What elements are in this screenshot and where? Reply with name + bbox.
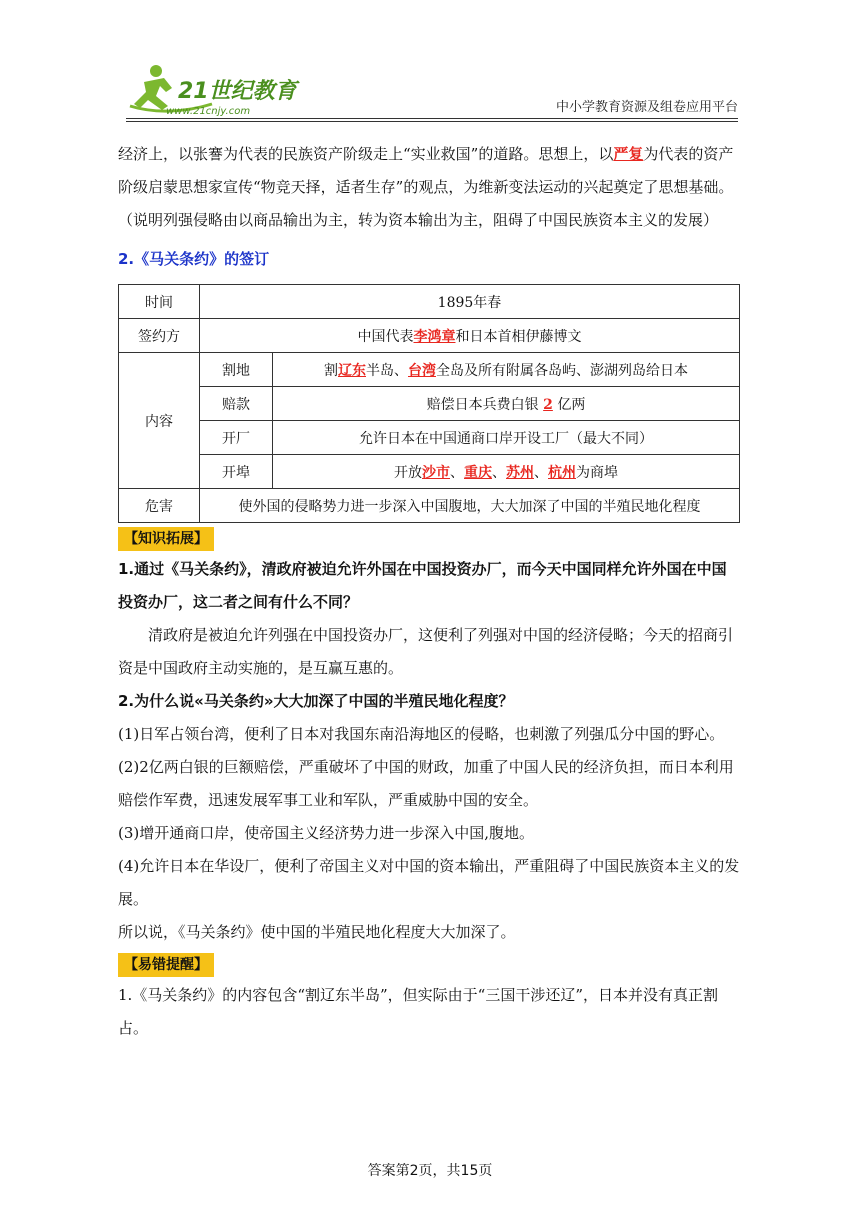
table-row [119,455,740,489]
answer-2-point-3: (3)增开通商口岸，使帝国主义经济势力进一步深入中国,腹地。 [118,824,535,842]
table-row [119,387,740,421]
treaty-table [118,284,740,523]
svg-text:www.21cnjy.com: www.21cnjy.com [166,106,251,116]
cell-label: 时间 [119,285,200,319]
mistake-item-1: 1.《马关条约》的内容包含“割辽东半岛”，但实际由于“三国干涉还辽”，日本并没有真正割占。 [118,986,718,1037]
question-2: 2.为什么说«马关条约»大大加深了中国的半殖民地化程度？ [118,692,514,710]
cell-value: 赔偿日本兵费白银 2 亿两 [273,387,740,421]
table-row [119,353,740,387]
cell-sublabel: 割地 [200,353,273,387]
cell-value: 中国代表李鸿章和日本首相伊藤博文 [200,319,740,353]
answer-2-point-2: (2)2亿两白银的巨额赔偿，严重破坏了中国的财政，加重了中国人民的经济负担，而日本利用赔偿作军费，迅速发展军事工业和军队，严重威胁中国的安全。 [118,758,734,809]
cell-sublabel: 开埠 [200,455,273,489]
table-row [119,421,740,455]
cell-sublabel: 赔款 [200,387,273,421]
cell-sublabel: 开厂 [200,421,273,455]
page-content [118,138,740,1045]
badge-knowledge-extension: 【知识拓展】 [118,527,214,551]
table-row [119,319,740,353]
header-divider [126,118,738,122]
badge-mistake-reminder: 【易错提醒】 [118,953,214,977]
question-1: 1.通过《马关条约》，清政府被迫允许外国在中国投资办厂，而今天中国同样允许外国在中国投资办厂，这二者之间有什么不同？ [118,560,727,611]
highlight-yanfu: 严复 [613,145,644,163]
answer-1: 清政府是被迫允许列强在中国投资办厂，这便利了列强对中国的经济侵略；今天的招商引资是中国政府主动实施的，是互赢互惠的。 [118,626,734,677]
cell-value: 允许日本在中国通商口岸开设工厂（最大不同） [273,421,740,455]
cell-value: 开放沙市、重庆、苏州、杭州为商埠 [273,455,740,489]
answer-2-point-1: (1)日军占领台湾，便利了日本对我国东南沿海地区的侵略，也刺激了列强瓜分中国的野心。 [118,725,725,743]
page-number: 答案第2页，共15页 [367,1163,493,1179]
section-title-treaty: 2.《马关条约》的签订 [118,250,270,268]
table-row [119,285,740,319]
conclusion: 所以说，《马关条约》使中国的半殖民地化程度大大加深了。 [118,923,516,941]
cell-label: 签约方 [119,319,200,353]
cell-value: 使外国的侵略势力进一步深入中国腹地，大大加深了中国的半殖民地化程度 [200,489,740,523]
cell-label: 危害 [119,489,200,523]
intro-paragraph: 经济上，以张謇为代表的民族资产阶级走上“实业救国”的道路。思想上，以严复为代表的资产阶级启蒙思想家宣传“物竞天择，适者生存”的观点，为维新变法运动的兴起奠定了思想基础。（说明列强侵略由以商品输出为主，转为资本输出为主，阻碍了中国民族资本主义的发展） [118,145,734,229]
svg-text:21世纪教育: 21世纪教育 [178,79,297,104]
answer-2-point-4: (4)允许日本在华设厂，便利了帝国主义对中国的资本输出，严重阻碍了中国民族资本主义的发展。 [118,857,740,908]
platform-name: 中小学教育资源及组卷应用平台 [555,100,738,115]
page-header [126,62,738,122]
cell-value: 1895年春 [200,285,740,319]
logo-21cnjy [126,62,326,116]
table-row [119,489,740,523]
cell-value: 割辽东半岛、台湾全岛及所有附属各岛屿、澎湖列岛给日本 [273,353,740,387]
cell-label: 内容 [119,353,200,489]
